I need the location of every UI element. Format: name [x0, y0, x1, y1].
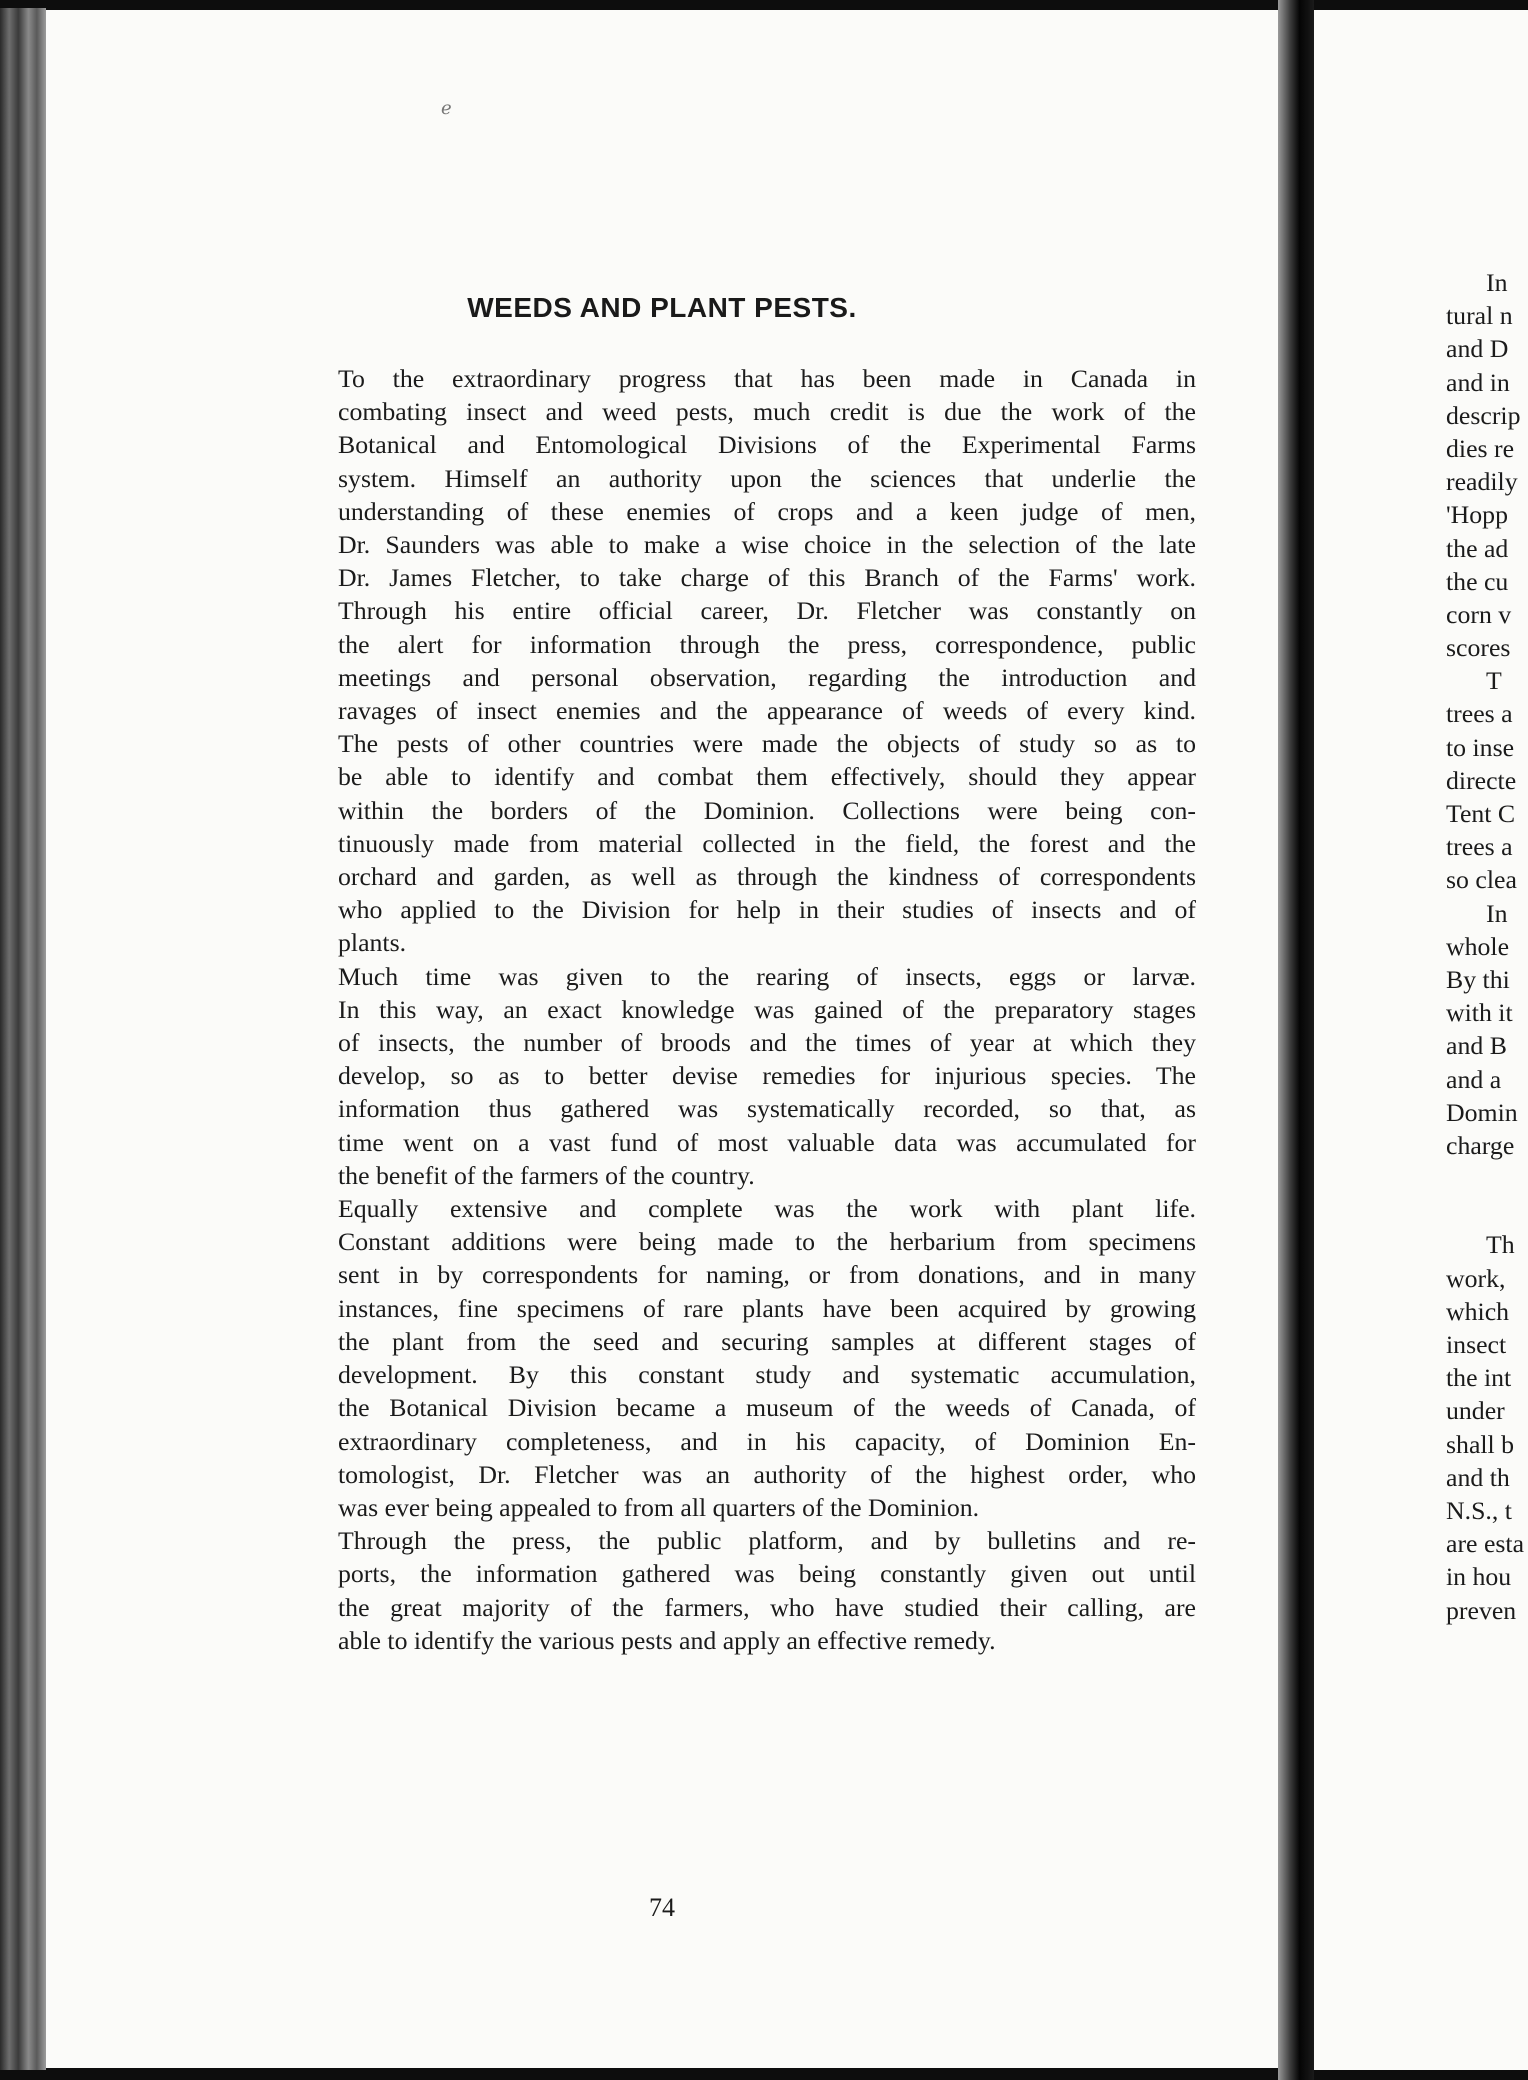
page-title: WEEDS AND PLANT PESTS.: [467, 292, 857, 323]
pencil-mark: ℯ: [441, 98, 452, 118]
text-line: In: [1486, 268, 1508, 297]
text-line: which: [1446, 1296, 1510, 1326]
text-line: ravages of insect enemies and the appearance of weeds of every kind.: [338, 696, 1196, 726]
text-line: the cu: [1446, 566, 1509, 596]
text-line: Much time was given to the rearing of insects, eggs or larvæ.: [338, 961, 1196, 991]
text-line: 'Hopp: [1446, 500, 1508, 530]
text-line: in hou: [1446, 1562, 1512, 1592]
text-line: charge: [1446, 1130, 1515, 1160]
text-line: was ever being appealed to from all quarters of the Dominion.: [338, 1492, 980, 1522]
text-line: able to identify the various pests and apply an effective remedy.: [338, 1625, 996, 1655]
paragraph: [270, 960, 1196, 1192]
page-edges: [0, 8, 46, 2070]
text-line: with it: [1446, 998, 1513, 1028]
text-line: Domin: [1446, 1097, 1518, 1127]
paragraph: [270, 362, 1196, 594]
text-line: system. Himself an authority upon the sciences that underlie the: [338, 463, 1196, 493]
text-line: the great majority of the farmers, who have studied their calling, are: [338, 1592, 1196, 1622]
text-line: By thi: [1446, 964, 1510, 994]
right-page: [1314, 10, 1528, 2070]
text-line: and in: [1446, 367, 1510, 397]
text-line: ports, the information gathered was being constantly given out until: [338, 1559, 1196, 1589]
text-line: Tent C: [1446, 799, 1516, 828]
text-line: orchard and garden, as well as through the kindness of correspondents: [338, 862, 1196, 892]
text-line: develop, so as to better devise remedies for injurious species. The: [338, 1061, 1196, 1091]
text-line: sent in by correspondents for naming, or from donations, and in many: [338, 1260, 1196, 1290]
text-line: insect: [1446, 1330, 1507, 1360]
text-line: trees a: [1446, 832, 1513, 862]
text-line: In this way, an exact knowledge was gained of the preparatory stages: [338, 994, 1196, 1024]
text-line: to inse: [1446, 732, 1515, 762]
text-line: Equally extensive and complete was the work with plant life.: [338, 1194, 1196, 1224]
text-line: Through his entire official career, Dr. Fletcher was constantly on: [338, 596, 1196, 626]
text-line: the ad: [1446, 533, 1509, 563]
text-line: so clea: [1446, 865, 1517, 895]
text-line: readily: [1446, 467, 1518, 497]
text-line: time went on a vast fund of most valuable data was accumulated for: [338, 1127, 1196, 1157]
text-line: who applied to the Division for help in their studies of insects and of: [338, 895, 1196, 925]
text-line: within the borders of the Dominion. Collections were being con-: [338, 795, 1196, 825]
text-line: Th: [1486, 1230, 1515, 1260]
text-line: dies re: [1446, 433, 1515, 463]
text-line: the plant from the seed and securing samples at different stages of: [338, 1326, 1196, 1356]
text-line: preven: [1446, 1595, 1517, 1625]
text-line: information thus gathered was systematically recorded, so that, as: [338, 1094, 1196, 1124]
text-line: tinuously made from material collected in the field, the forest and the: [338, 828, 1196, 858]
text-line: descrip: [1446, 400, 1521, 430]
text-line: be able to identify and combat them effectively, should they appear: [338, 762, 1196, 792]
text-line: combating insect and weed pests, much credit is due the work of the: [338, 397, 1196, 427]
text-line: extraordinary completeness, and in his capacity, of Dominion En-: [338, 1426, 1196, 1456]
text-line: development. By this constant study and systematic accumulation,: [338, 1360, 1196, 1390]
text-line: plants.: [338, 928, 407, 958]
text-line: N.S., t: [1446, 1495, 1512, 1525]
text-line: meetings and personal observation, regarding the introduction and: [338, 662, 1196, 692]
body-text: [270, 362, 1196, 1657]
text-line: and B: [1446, 1031, 1507, 1061]
text-line: To the extraordinary progress that has been made in Canada in: [338, 364, 1196, 393]
section-gap: [1446, 1162, 1528, 1228]
text-line: tomologist, Dr. Fletcher was an authority of the highest order, who: [338, 1459, 1196, 1489]
paragraph: [270, 1192, 1196, 1524]
paragraph: [270, 1524, 1196, 1657]
text-line: Through the press, the public platform, and by bulletins and re-: [338, 1526, 1196, 1556]
text-line: tural n: [1446, 301, 1513, 331]
text-line: shall b: [1446, 1429, 1515, 1459]
text-line: the benefit of the farmers of the country.: [338, 1160, 755, 1190]
book-gutter: [1278, 0, 1314, 2080]
text-line: instances, fine specimens of rare plants have been acquired by growing: [338, 1293, 1196, 1323]
text-line: are esta: [1446, 1529, 1525, 1559]
text-line: Constant additions were being made to the herbarium from specimens: [338, 1227, 1196, 1257]
text-line: the alert for information through the press, correspondence, public: [338, 629, 1196, 659]
text-line: The pests of other countries were made the objects of study so as to: [338, 729, 1196, 759]
text-line: and D: [1446, 334, 1509, 364]
text-line: Dr. Saunders was able to make a wise choice in the selection of the late: [338, 530, 1196, 560]
text-line: and a: [1446, 1064, 1502, 1094]
text-line: T: [1486, 666, 1502, 696]
text-line: scores: [1446, 633, 1511, 663]
left-page: [46, 10, 1278, 2068]
text-line: In: [1486, 898, 1508, 928]
text-line: and th: [1446, 1462, 1510, 1492]
text-line: work,: [1446, 1263, 1506, 1293]
text-line: the Botanical Division became a museum of the weeds of Canada, of: [338, 1393, 1196, 1423]
text-line: of insects, the number of broods and the times of year at which they: [338, 1028, 1196, 1058]
text-line: the int: [1446, 1363, 1512, 1393]
right-page-text: [1446, 266, 1528, 1627]
text-line: directe: [1446, 765, 1517, 795]
page-number: 74: [649, 1893, 675, 1922]
paragraph: [270, 594, 1196, 959]
text-line: understanding of these enemies of crops and a keen judge of men,: [338, 496, 1196, 526]
text-line: corn v: [1446, 599, 1512, 629]
text-line: whole: [1446, 931, 1510, 961]
text-line: Botanical and Entomological Divisions of the Experimental Farms: [338, 430, 1196, 460]
text-line: trees a: [1446, 699, 1513, 729]
text-line: Dr. James Fletcher, to take charge of this Branch of the Farms' work.: [338, 563, 1196, 593]
text-line: under: [1446, 1396, 1505, 1426]
